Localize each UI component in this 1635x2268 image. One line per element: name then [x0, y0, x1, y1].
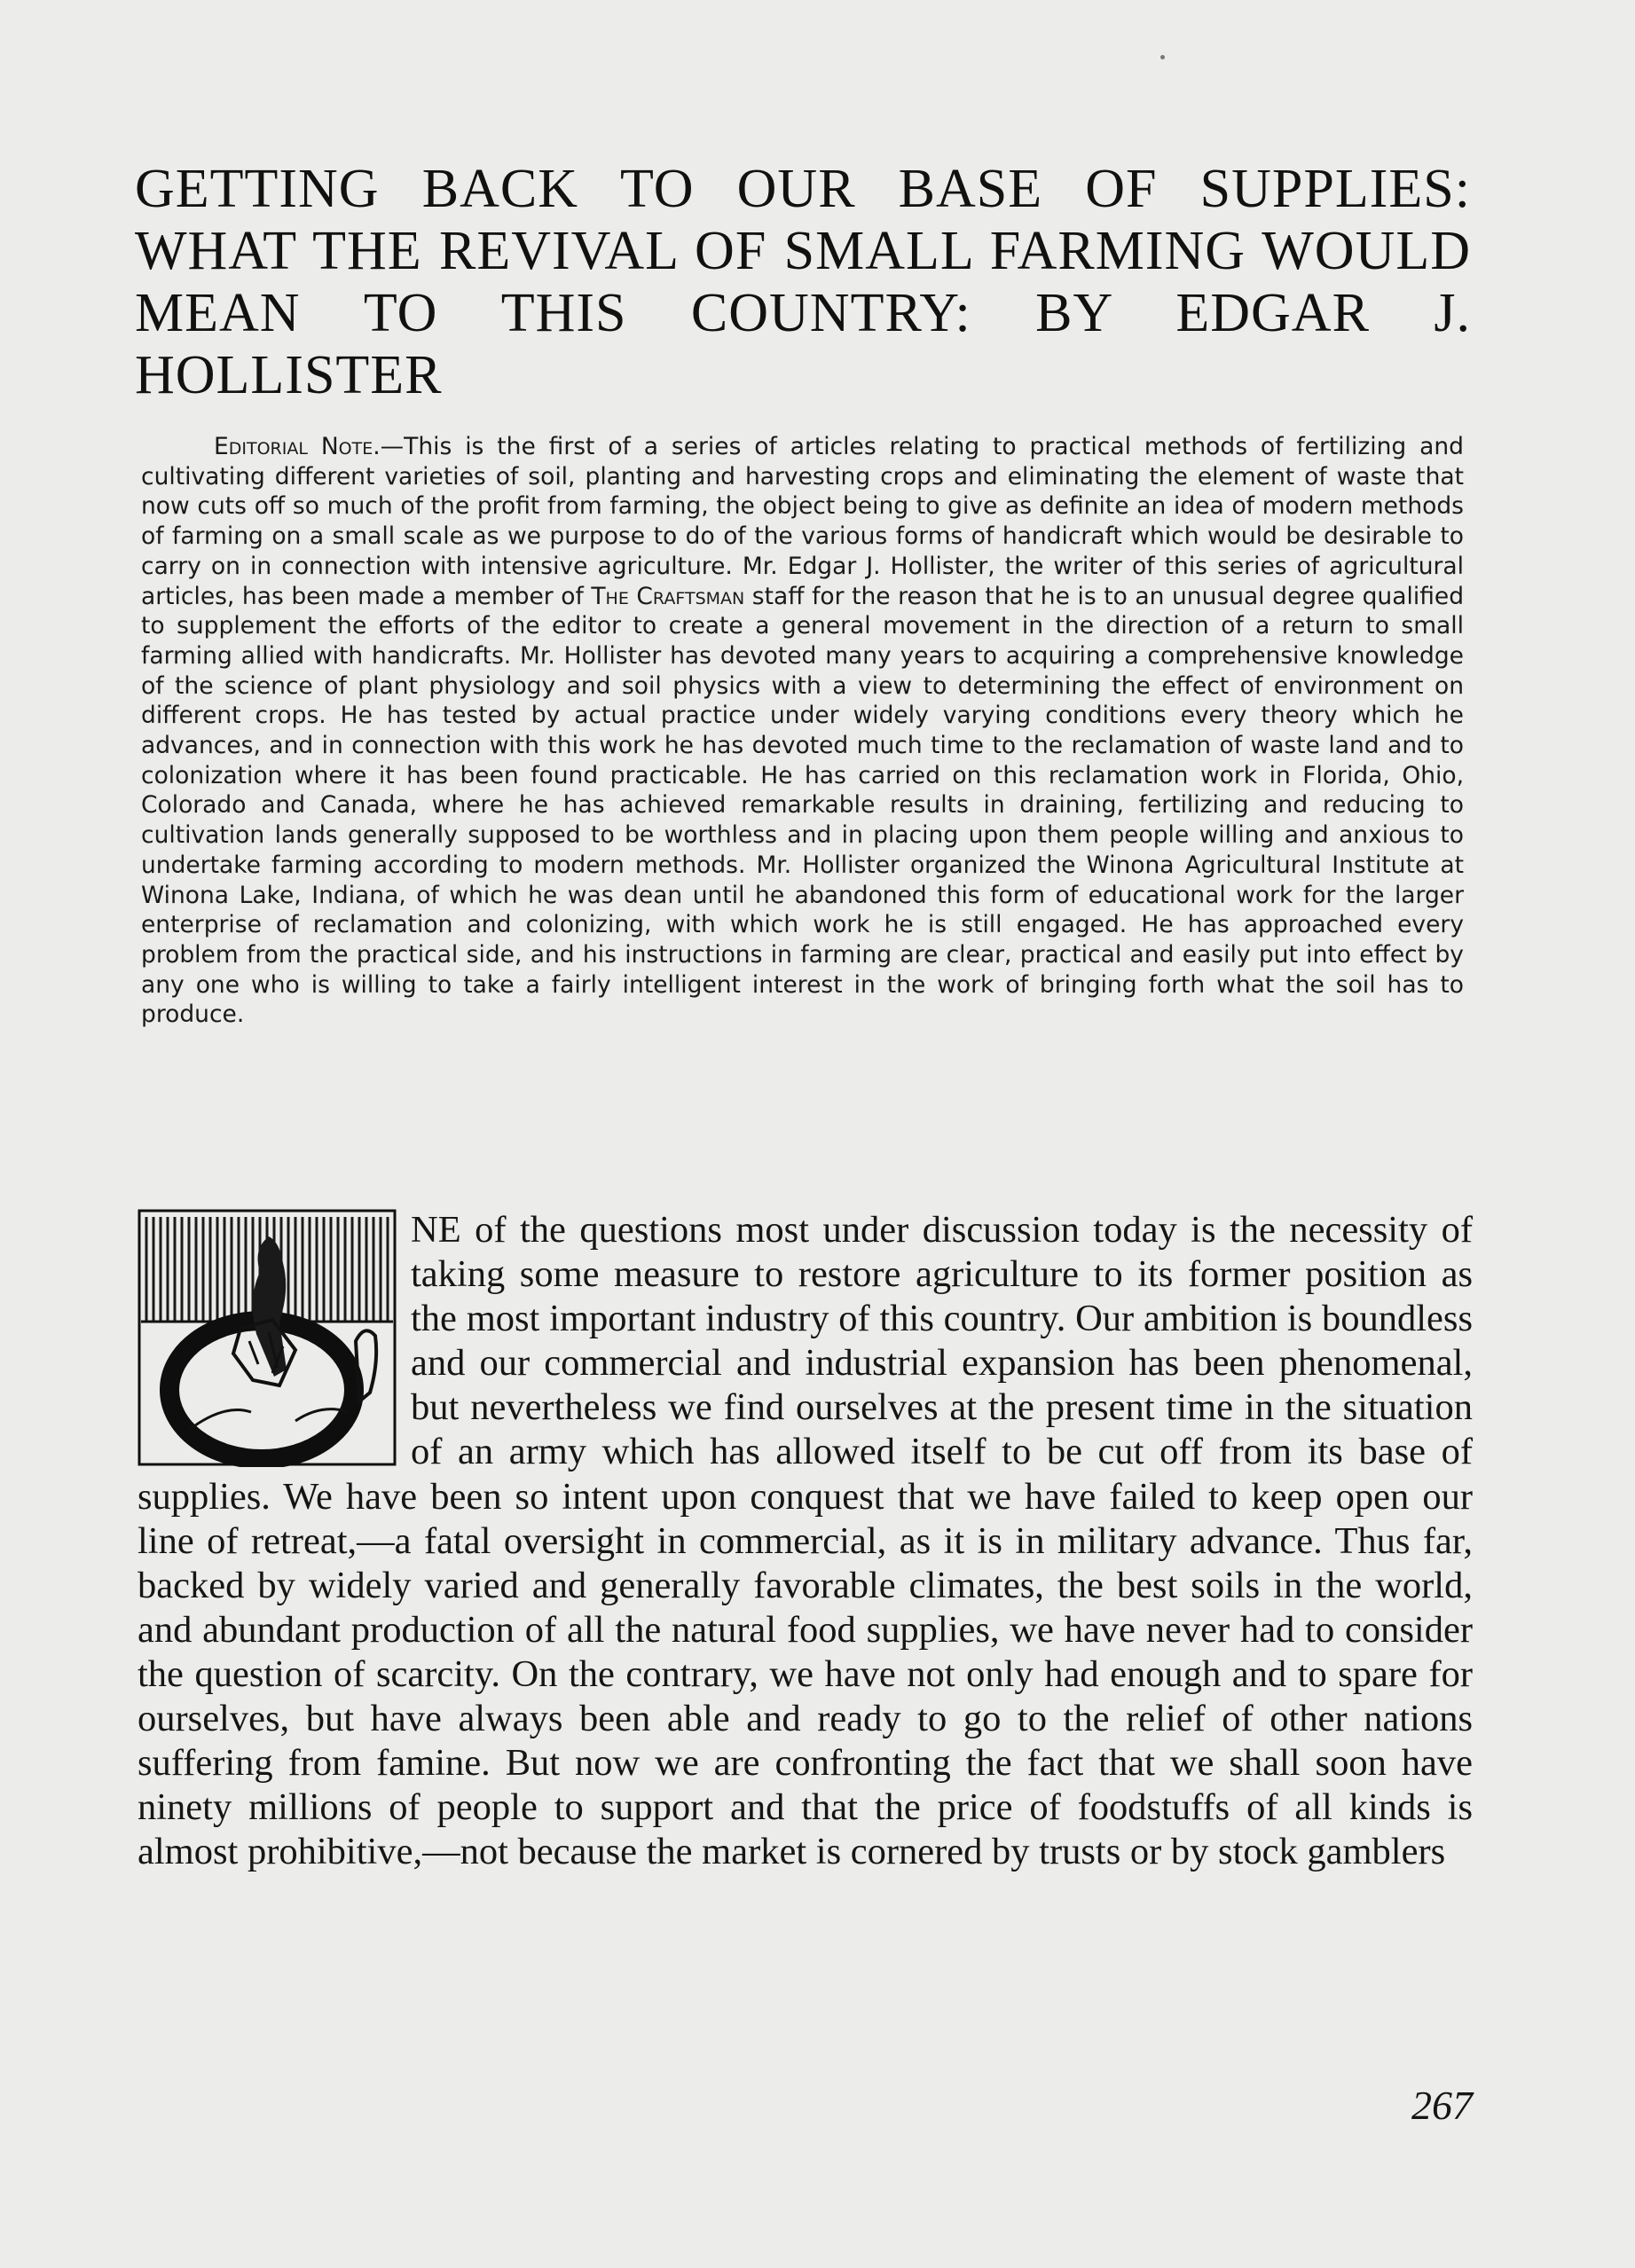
magazine-name: The Craftsman [591, 582, 745, 610]
page-speck [1160, 55, 1165, 59]
drop-cap-woodcut-image [136, 1208, 398, 1467]
editorial-note-text-1: —This is the first of a series of articles relating to practical methods of fertilizing and cultivating different varieties of soil, planting and harvesting crops and eliminating the element of waste that now cuts off so much of the profit from farming, the object being to give as definite an idea of modern methods of farming on a small scale as we purpose to do of the various forms of handicraft which would be desirable to carry on in connection with intensive agriculture. Mr. Edgar J. Hollister, the writer of this series of agricultural articles, has been made a member of [141, 433, 1464, 610]
article-body-text: NE of the questions most under discussion today is the necessity of taking some measure to restore agriculture to its former position as the most important industry of this country. Our ambition is boundless and our commercial and industrial expansion has been phenomenal, but nevertheless we find ourselves at the present time in the situation of an army which has allowed itself to be cut off from its base of supplies. We have been so intent upon conquest that we have failed to keep open our line of retreat,—a fatal oversight in commercial, as it is in military advance. Thus far, backed by widely varied and generally favorable climates, the best soils in the world, and abundant production of all the natural food supplies, we have never had to consider the question of scarcity. On the contrary, we have not only had enough and to spare for ourselves, but have always been able and ready to go to the relief of other nations suffering from famine. But now we are confronting the fact that we shall soon have ninety millions of people to support and that the price of foodstuffs of all kinds is almost prohibitive,—not because the market is cornered by trusts or by stock gamblers [138, 1209, 1473, 1873]
editorial-note-text-2: staff for the reason that he is to an unusual degree qualified to supplement the efforts of the editor to create a general movement in the direction of a return to small farming allied with handicrafts. Mr. Hollister has devoted many years to acquiring a comprehensive knowledge of the science of plant physiology and soil physics with a view to determining the effect of environment on different crops. He has tested by actual practice under widely varying conditions every theory which he advances, and in connection with this work he has devoted much time to the reclamation of waste land and to colonization where it has been found practicable. He has carried on this reclamation work in Florida, Ohio, Colorado and Canada, where he has achieved remarkable results in draining, fertilizing and reducing to cultivation lands generally supposed to be worthless and in placing upon them people willing and anxious to undertake farming according to modern methods. Mr. Hollister organized the Winona Agricultural Institute at Winona Lake, Indiana, of which he was dean until he abandoned this form of educational work for the larger enterprise of reclamation and colonizing, with which work he is still engaged. He has approached every problem from the practical side, and his instructions in farming are clear, practical and easily put into effect by any one who is willing to take a fairly intelligent interest in the work of bringing forth what the soil has to produce. [141, 582, 1465, 1029]
editorial-note-label: Editorial Note. [214, 433, 381, 460]
drop-cap-illustration [136, 1208, 398, 1467]
article-title: GETTING BACK TO OUR BASE OF SUPPLIES: WHAT THE REVIVAL OF SMALL FARMING WOULD MEAN TO THIS COUNTRY: BY EDGAR J. HOLLISTER [135, 159, 1471, 405]
editorial-note [141, 432, 1464, 1030]
article-body [138, 1208, 1473, 1874]
page-number: 267 [1411, 2083, 1473, 2128]
